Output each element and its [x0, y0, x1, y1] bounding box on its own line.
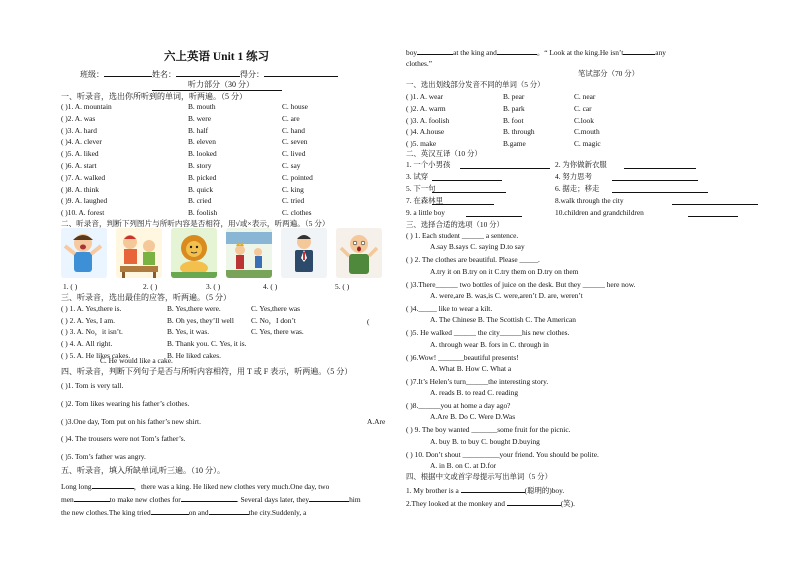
translation-blank[interactable] [460, 161, 550, 169]
translation-blank[interactable] [612, 185, 708, 193]
choice-options: A. in B. on C. at D.for [430, 461, 497, 470]
choice-question[interactable]: ( ) 9. The boy wanted _______some fruit for the picnic. [406, 425, 571, 435]
written-part-heading: 笔试部分（70 分） [578, 69, 639, 78]
choice-options: A. were,are B. was,is C. were,aren’t D. are, weren’t [430, 290, 583, 300]
choice-question[interactable]: ( )8.______you at home a day ago? [406, 401, 511, 411]
passage-text: on and [188, 508, 209, 517]
passage-text: 。“ Look at the king.He isn’t [536, 48, 624, 57]
translation-blank[interactable] [672, 197, 758, 205]
passage-text: the new clothes.The king tried [61, 508, 151, 517]
question-number-option-a[interactable]: ( )7. A. walked [61, 172, 106, 182]
part3-heading: 三、听录音，选出最佳的应答，听两遍。（5 分） [61, 293, 231, 302]
phonics-option-b: B. park [503, 103, 525, 113]
option-c: C. tried [282, 196, 305, 206]
choice-question[interactable]: ( )7.It’s Helen’s turn______the interesting story. [406, 376, 549, 386]
question-number-option-a[interactable]: ( )10. A. forest [61, 208, 105, 218]
translation-blank[interactable] [612, 173, 698, 181]
phonics-option-a[interactable]: ( )4. A.house [406, 127, 445, 137]
header-fields [80, 69, 338, 79]
choice-options: A.try it on B.try on it C.try them on D.try on them [430, 266, 579, 276]
section4-heading: 四、根据中文或首字母提示写出单词（5 分） [406, 472, 552, 481]
passage-text: at the king and [453, 48, 497, 57]
section1-heading: 一、选出划线部分发音不同的单词（5 分） [406, 80, 545, 89]
choice-question[interactable]: ( ) 10. Don’t shout __________your friend. You should be polite. [406, 449, 599, 459]
response-option-a[interactable]: ( ) 3. A. No，it isn’t. [61, 327, 123, 337]
response-option-a[interactable]: ( ) 4. A. All right. [61, 339, 113, 349]
picture-answer-1[interactable]: 1. ( ) [63, 282, 78, 291]
passage-text: him [349, 495, 361, 504]
passage-blank-3[interactable] [181, 494, 237, 502]
part5-heading: 五、听录音，填入所缺单词,听三遍。（10 分）。 [61, 466, 225, 475]
class-field[interactable] [104, 69, 152, 77]
choice-options: A. buy B. to buy C. bought D.buying [430, 436, 540, 446]
response-option-b: B. Yes, it was. [167, 327, 210, 337]
option-b: B. mouth [188, 102, 216, 111]
option-c: C. lived [282, 149, 306, 159]
part4-stray-text: A.Are [367, 417, 386, 426]
picture-answer-2[interactable]: 2. ( ) [143, 282, 158, 291]
phonics-option-c: C. magic [574, 139, 601, 149]
option-c: C. pointed [282, 172, 313, 182]
option-b: B. eleven [188, 137, 216, 147]
true-false-statement[interactable]: ( )2. Tom likes wearing his father’s clothes. [61, 398, 190, 408]
part1-heading: 一、听录音，选出你所听到的单词，听两遍。（5 分） [61, 92, 247, 101]
part5-line-1 [61, 481, 329, 490]
option-b: B. looked [188, 149, 217, 159]
picture-answer-3[interactable]: 3. ( ) [206, 282, 221, 291]
part4-heading: 四、听录音，判断下列句子是否与所听内容相符，用 T 或 F 表示，听两遍。（5 分） [61, 367, 353, 376]
true-false-statement[interactable]: ( )4. The trousers were not Tom’s father’s. [61, 434, 186, 444]
choice-question[interactable]: ( )3.There______ two bottles of juice on the desk. But they ______ here now. [406, 279, 636, 289]
passage-blank-7[interactable] [417, 47, 453, 55]
part3-row2-extra: ( [367, 317, 370, 326]
passage-text: to make new clothes for [109, 495, 181, 504]
section3-heading: 三、选择合适的选项（10 分） [406, 220, 504, 229]
question-number-option-a[interactable]: ( )9. A. laughed [61, 196, 108, 206]
passage-blank-5[interactable] [151, 507, 189, 515]
phonics-option-a[interactable]: ( )2. A. warm [406, 103, 446, 113]
translation-blank[interactable] [688, 209, 738, 217]
choice-options: A. reads B. to read C. reading [430, 388, 519, 398]
option-b: B. were [188, 113, 211, 123]
true-false-statement[interactable]: ( )3.One day, Tom put on his father’s new shirt. [61, 416, 201, 426]
section4-row-1 [406, 485, 564, 494]
choice-options: A.say B.says C. saying D.to say [430, 242, 525, 252]
translation-blank[interactable] [432, 197, 494, 205]
picture-surprised-man [336, 228, 382, 278]
phonics-option-c: C. near [574, 92, 596, 101]
question-number-option-a[interactable]: ( )8. A. think [61, 184, 99, 194]
passage-blank-9[interactable] [623, 47, 655, 55]
translation-item-right: 2. 为你做新衣服 [555, 160, 607, 169]
choice-question[interactable]: ( ) 1. Each student ______ a sentence. [406, 231, 519, 240]
translation-blank[interactable] [624, 161, 696, 169]
part3-row5-option-c: C. He would like a cake. [100, 356, 173, 365]
response-option-c: C. No，I don’t [251, 315, 296, 325]
response-option-a[interactable]: ( ) 2. A. Yes, I am. [61, 315, 115, 325]
passage-blank-6[interactable] [209, 507, 249, 515]
question-number-option-a[interactable]: ( )1. A. mountain [61, 102, 112, 111]
passage-text: any [655, 48, 666, 57]
choice-question[interactable]: ( )6.Wow! _______beautiful presents! [406, 352, 519, 362]
option-c: C. are [282, 113, 300, 123]
translation-blank[interactable] [432, 173, 502, 181]
part2-heading: 二、听录音，判断下列图片与所听内容是否相符，用√或×表示，听两遍。（5 分） [61, 219, 330, 228]
response-option-b: B. Thank you. C. Yes, it is. [167, 339, 247, 349]
question-number-option-a[interactable]: ( )2. A. was [61, 113, 96, 123]
response-option-a[interactable]: ( ) 1. A. Yes,there is. [61, 304, 122, 313]
translation-item-left: 9. a little boy [406, 208, 445, 217]
picture-king-walking [226, 228, 272, 278]
passage-text: boy [406, 48, 418, 57]
option-c: C. clothes [282, 208, 312, 218]
translation-item-left: 7. 在森林里 [406, 196, 443, 205]
picture-man-in-suit [281, 228, 327, 278]
response-option-a[interactable]: ( ) 5. A. He likes cakes. [61, 350, 131, 360]
phonics-option-b: B. foot [503, 115, 524, 125]
choice-options: A. The Chinese B. The Scottish C. The American [430, 315, 576, 325]
translation-item-right: 8.walk through the city [555, 196, 624, 205]
class-label: 班级： [80, 70, 104, 79]
question-number-option-a[interactable]: ( )3. A. hard [61, 125, 97, 135]
question-number-option-a[interactable]: ( )5. A. liked [61, 149, 99, 159]
passage-text: the city.Suddenly, a [248, 508, 307, 517]
option-b: B. foolish [188, 208, 218, 218]
header-rule [152, 90, 282, 91]
translation-blank[interactable] [466, 209, 522, 217]
passage-blank-8[interactable] [497, 47, 537, 55]
picture-answer-5[interactable]: 5. ( ) [335, 282, 350, 291]
passage-text: . Several days later, they [236, 495, 310, 504]
phonics-option-c: C.look [574, 115, 594, 125]
option-b: B. story [188, 161, 212, 170]
passage-blank-1[interactable] [92, 481, 134, 489]
listening-part-heading: 听力部分（30 分） [188, 80, 254, 89]
fill-in-blank-2[interactable] [507, 498, 561, 506]
response-option-b: B. He liked cakes. [167, 350, 221, 360]
translation-item-right: 10.children and grandchildren [555, 208, 644, 217]
translation-item-right: 6. 据走；移走 [555, 184, 600, 193]
passage-text: men [61, 495, 74, 504]
passage-end: clothes.” [406, 59, 433, 68]
translation-item-left: 1. 一个小男孩 [406, 160, 451, 169]
fill-in-hint: (笑). [560, 499, 575, 508]
score-field[interactable] [264, 69, 338, 77]
choice-question[interactable]: ( ) 2. The clothes are beautiful. Please _____. [406, 255, 540, 265]
passage-blank-4[interactable] [309, 494, 349, 502]
phonics-option-c: C.mouth [574, 127, 600, 137]
option-c: C. say [282, 161, 301, 170]
phonics-option-b: B.game [503, 139, 526, 149]
true-false-statement[interactable]: ( )5. Tom’s father was angry. [61, 452, 146, 462]
phonics-option-b: B. through [503, 127, 535, 137]
response-option-c: C. Yes,there was [251, 304, 301, 313]
picture-boy-shouting [61, 228, 107, 278]
question-number-option-a[interactable]: ( )6. A. start [61, 161, 97, 170]
option-b: B. picked [188, 172, 217, 182]
phonics-option-a[interactable]: ( )1. A. wear [406, 92, 444, 101]
picture-answer-4[interactable]: 4. ( ) [263, 282, 278, 291]
picture-children-drawing [116, 228, 162, 278]
response-option-b: B. Oh yes, they’ll well [167, 315, 234, 325]
phonics-option-a[interactable]: ( )3. A. foolish [406, 115, 450, 125]
part5-line-2 [61, 494, 361, 503]
option-c: C. king [282, 184, 304, 194]
translation-item-left: 3. 试穿 [406, 172, 429, 181]
option-b: B. cried [188, 196, 212, 206]
translation-item-right: 4. 努力思考 [555, 172, 592, 181]
section2-heading: 二、英汉互译（10 分） [406, 149, 482, 158]
passage-text: ，there was a king. He liked new clothes very much.One day, two [133, 482, 330, 491]
fill-in-text: 1. My brother is a [406, 486, 459, 495]
choice-question[interactable]: ( )4._____ like to wear a kilt. [406, 303, 493, 313]
passage-text: Long long [61, 482, 92, 491]
choice-question[interactable]: ( )5. He walked ______ the city______his new clothes. [406, 328, 570, 338]
passage-continued [406, 47, 666, 56]
response-option-c: C. Yes, there was. [251, 327, 304, 337]
option-c: C. house [282, 102, 308, 111]
choice-options: A. through wear B. fors in C. through in [430, 339, 549, 349]
phonics-option-c: C. car [574, 103, 592, 113]
question-number-option-a[interactable]: ( )4. A. clever [61, 137, 102, 147]
score-label: 得分： [240, 70, 264, 79]
fill-in-blank-1[interactable] [461, 485, 525, 493]
choice-options: A. What B. How C. What a [430, 363, 512, 373]
picture-lion [171, 228, 217, 278]
response-option-b: B. Yes,there were. [167, 304, 221, 313]
section4-row-2 [406, 498, 575, 507]
true-false-statement[interactable]: ( )1. Tom is very tall. [61, 381, 124, 390]
phonics-option-b: B. pear [503, 92, 525, 101]
phonics-option-a[interactable]: ( )5. make [406, 139, 437, 149]
option-b: B. half [188, 125, 209, 135]
fill-in-text: 2.They looked at the monkey and [406, 499, 505, 508]
page-title: 六上英语 Unit 1 练习 [164, 51, 270, 63]
choice-options: A.Are B. Do C. Were D.Was [430, 412, 516, 422]
passage-blank-2[interactable] [74, 494, 110, 502]
translation-item-left: 5. 下一句 [406, 184, 436, 193]
part5-line-3 [61, 507, 306, 516]
option-c: C. seven [282, 137, 308, 147]
name-label: 姓名： [152, 70, 176, 79]
name-field[interactable] [176, 69, 240, 77]
translation-blank[interactable] [432, 185, 506, 193]
fill-in-hint: (聪明的)boy. [524, 486, 565, 495]
option-c: C. hand [282, 125, 305, 135]
option-b: B. quick [188, 184, 214, 194]
